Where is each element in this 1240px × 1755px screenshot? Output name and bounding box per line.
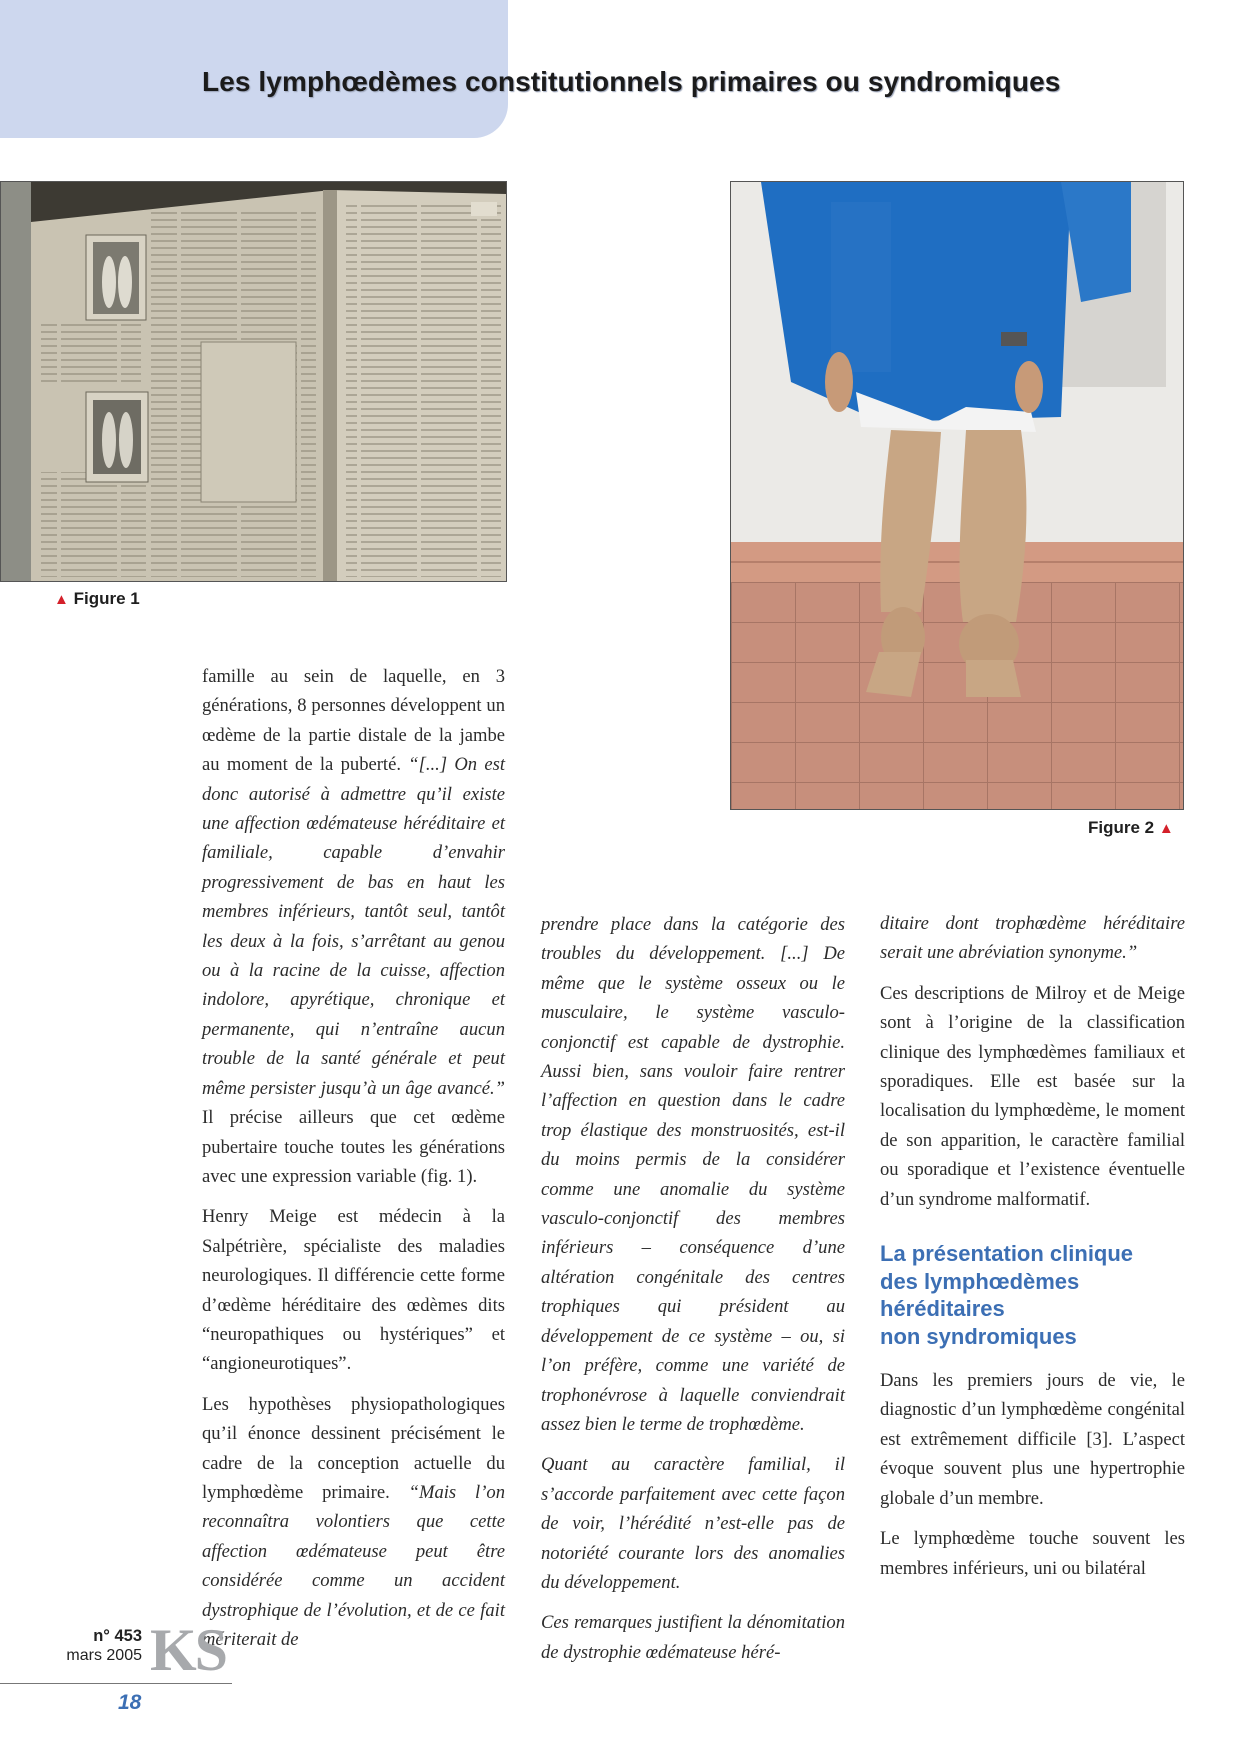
page-number: 18 bbox=[118, 1691, 142, 1714]
issue-info bbox=[60, 1626, 142, 1665]
footer-divider bbox=[0, 1683, 232, 1684]
paragraph: ditaire dont trophœdème héréditaire serait une abréviation synonyme.” bbox=[880, 913, 1185, 964]
text-column-2 bbox=[541, 910, 845, 1678]
figure-1-caption bbox=[54, 589, 140, 609]
text-column-1 bbox=[202, 662, 505, 1665]
figure-1-label: Figure 1 bbox=[73, 589, 140, 608]
quote: “Mais l’on reconnaîtra volontiers que cette affection œdémateuse peut être considérée comme un accident dystrophique de l’évolution, et de ce fait mériterait de bbox=[202, 1481, 505, 1650]
paragraph: Les hypothèses physiopathologiques qu’il énonce dessinent précisément le cadre de la conception actuelle du lymphœdème primaire. “Mais l’on reconnaîtra volontiers que cette affection œdémateuse peut être considérée comme un accident dystrophique de l’évolution, et de ce fait mériterait de bbox=[202, 1393, 505, 1650]
figure-2-caption bbox=[1088, 818, 1174, 838]
paragraph: Le lymphœdème touche souvent les membres inférieurs, uni ou bilatéral bbox=[880, 1528, 1185, 1579]
paragraph: Quant au caractère familial, il s’accorde parfaitement avec cette façon de voir, l’hérédité n’est-elle pas de notoriété courante lors des anomalies du développement. bbox=[541, 1454, 845, 1593]
paragraph: Ces descriptions de Milroy et de Meige sont à l’origine de la classification clinique des lymphœdèmes familiaux et sporadiques. Elle est basée sur la localisation du lymphœdème, le moment de son apparition, le caractère familial ou sporadique et l’existence éventuelle d’un syndrome malformatif. bbox=[880, 982, 1185, 1210]
caption-marker-icon: ▲ bbox=[1158, 820, 1174, 837]
paragraph: famille au sein de laquelle, en 3 générations, 8 personnes développent un œdème de la partie distale de la jambe au moment de la puberté. “[...] On est donc autorisé à admettre qu’il existe une affection œdémateuse héréditaire et familiale, capable d’envahir progressivement de bas en haut les membres inférieurs, tantôt seul, tantôt les deux à la fois, s’arrêtant au genou ou à la racine de la cuisse, affection indolore, apyrétique, chronique et permanente, qui n’entraîne aucun trouble de la santé générale et peut même persister jusqu’à un âge avancé.” Il précise ailleurs que cet œdème pubertaire touche toutes les générations avec une expression variable (fig. 1). bbox=[202, 666, 506, 1187]
issue-number: n° 453 bbox=[93, 1627, 142, 1645]
section-heading: La présentation clinique des lymphœdèmes héréditaires non syndromiques bbox=[880, 1241, 1134, 1349]
paragraph: Dans les premiers jours de vie, le diagnostic d’un lymphœdème congénital est extrêmement difficile [3]. L’aspect évoque souvent plus une hypertrophie globale d’un membre. bbox=[880, 1370, 1185, 1509]
paragraph: Henry Meige est médecin à la Salpétrière, spécialiste des maladies neurologiques. Il différencie cette forme d’œdème héréditaire des œdèmes dits “neuropathiques ou hystériques” et “angioneurotiques”. bbox=[202, 1206, 505, 1375]
caption-marker-icon: ▲ bbox=[54, 591, 69, 608]
paragraph: Ces remarques justifient la dénomitation de dystrophie œdémateuse héré- bbox=[541, 1612, 845, 1663]
open-book-illustration bbox=[1, 182, 506, 581]
paragraph: prendre place dans la catégorie des troubles du développement. [...] De même que le système osseux ou le musculaire, le système vasculo-conjonctif est capable de dystrophie. Aussi bien, sans vouloir faire rentrer l’affection en question dans le cadre trop élastique des monstruosités, est-il du moins permis de la considérer comme une anomalie du système vasculo-conjonctif des membres inférieurs – conséquence d’une altération congénitale des centres trophiques qui président au développement de ce système – ou, si l’on préfère, comme une variété de trophonévrose à laquelle conviendrait assez bien le terme de trophœdème. bbox=[541, 914, 845, 1435]
text-column-3 bbox=[880, 909, 1185, 1594]
page-title: Les lymphœdèmes constitutionnels primaires ou syndromiques bbox=[202, 66, 1061, 97]
issue-date: mars 2005 bbox=[66, 1647, 142, 1664]
figure-1-photo bbox=[0, 181, 507, 582]
figure-2-label: Figure 2 bbox=[1088, 818, 1155, 837]
patient-legs-illustration bbox=[731, 182, 1183, 809]
quote: “[...] On est donc autorisé à admettre qu’il existe une affection œdémateuse héréditaire et familiale, capable d’envahir progressivement de bas en haut les membres inférieurs, tantôt seul, tantôt les deux à la fois, s’arrêtant au genou ou à la racine de la cuisse, affection indolore, apyrétique, chronique et permanente, qui n’entraîne aucun trouble de la santé générale et peut même persister jusqu’à un âge avancé.” bbox=[202, 754, 506, 1099]
figure-2-photo bbox=[730, 181, 1184, 810]
ks-logo: KS bbox=[150, 1617, 227, 1683]
